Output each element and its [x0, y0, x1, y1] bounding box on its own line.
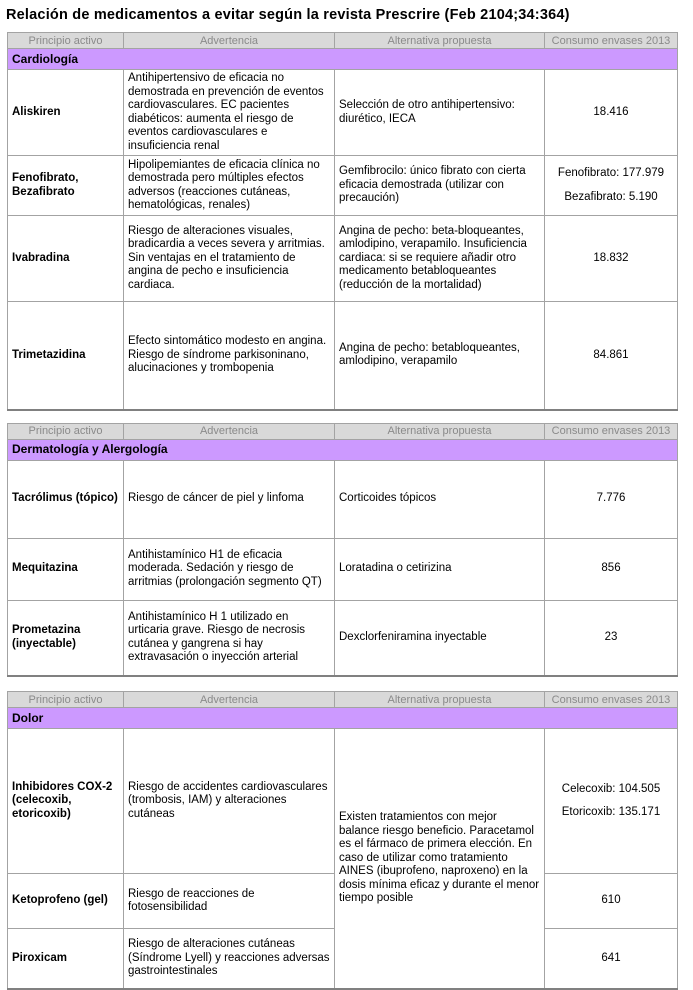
advertencia-cell: Riesgo de alteraciones cutáneas (Síndrome Lyell) y reacciones adversas gastrointestinales: [124, 929, 335, 989]
section-title-dolor: Dolor: [8, 708, 678, 729]
alternativa-cell: Angina de pecho: betabloqueantes, amlodipino, verapamilo: [335, 302, 545, 410]
table-dolor: [7, 691, 678, 990]
consumo-value: Fenofibrato: 177.979: [557, 167, 665, 179]
consumo-value: 610: [601, 894, 621, 907]
advertencia-cell: Antihistamínico H1 de eficacia moderada. Sedación y riesgo de arritmias (prolongación segmento QT): [124, 538, 335, 600]
principio-cell: Fenofibrato, Bezafibrato: [8, 156, 124, 216]
consumo-cell: [545, 302, 678, 410]
page-title: Relación de medicamentos a evitar según la revista Prescrire (Feb 2104;34:364): [6, 7, 570, 23]
table-row: [8, 70, 678, 156]
alternativa-cell: Corticoides tópicos: [335, 460, 545, 538]
column-header-advertencia: Advertencia: [124, 423, 335, 439]
consumo-value: Bezafibrato: 5.190: [564, 190, 658, 203]
consumo-value: 18.832: [593, 251, 629, 264]
consumo-cell: [545, 156, 678, 216]
principio-cell: Aliskiren: [8, 70, 124, 156]
section-band-row: [8, 439, 678, 460]
column-header-alternativa: Alternativa propuesta: [335, 692, 545, 708]
column-header-alternativa: Alternativa propuesta: [335, 33, 545, 49]
column-header-principio: Principio activo: [8, 692, 124, 708]
advertencia-cell: Riesgo de alteraciones visuales, bradicardia a veces severa y arritmias. Sin ventajas en el tratamiento de angina de pecho e insuficiencia cardiaca.: [124, 216, 335, 302]
consumo-value: Etoricoxib: 135.171: [561, 806, 661, 818]
table-row: [8, 302, 678, 410]
principio-cell: Ivabradina: [8, 216, 124, 302]
advertencia-cell: Riesgo de cáncer de piel y linfoma: [124, 460, 335, 538]
advertencia-cell: Hipolipemiantes de eficacia clínica no demostrada pero múltiples efectos adversos (reacciones cutáneas, hematológicas, renales): [124, 156, 335, 216]
advertencia-cell: Antihipertensivo de eficacia no demostrada en prevención de eventos cardiovasculares. EC pacientes diabéticos: aumenta el riesgo de eventos cardiovasculares e insuficiencia renal: [124, 70, 335, 156]
column-header-row: [8, 692, 678, 708]
column-header-consumo: Consumo envases 2013: [545, 33, 678, 49]
table-row: [8, 729, 678, 874]
section-title-cardiologia: Cardiología: [8, 49, 678, 70]
alternativa-cell: Dexclorfeniramina inyectable: [335, 600, 545, 676]
table-row: [8, 538, 678, 600]
column-header-consumo: Consumo envases 2013: [545, 692, 678, 708]
column-header-advertencia: Advertencia: [124, 692, 335, 708]
table-dermatologia: [7, 423, 678, 678]
consumo-cell: [545, 729, 678, 874]
alternativa-cell: Gemfibrocilo: único fibrato con cierta eficacia demostrada (utilizar con precaución): [335, 156, 545, 216]
section-band-row: [8, 708, 678, 729]
principio-cell: Inhibidores COX-2 (celecoxib, etoricoxib): [8, 729, 124, 874]
alternativa-cell: Selección de otro antihipertensivo: diurético, IECA: [335, 70, 545, 156]
table-row: [8, 156, 678, 216]
table-row: [8, 460, 678, 538]
consumo-cell: [545, 460, 678, 538]
consumo-cell: [545, 929, 678, 989]
advertencia-cell: Antihistamínico H 1 utilizado en urticaria grave. Riesgo de necrosis cutánea y gangrena si hay extravasación o inyección arterial: [124, 600, 335, 676]
column-header-principio: Principio activo: [8, 33, 124, 49]
column-header-advertencia: Advertencia: [124, 33, 335, 49]
alternativa-merged-cell: Existen tratamientos con mejor balance riesgo beneficio. Paracetamol es el fármaco de primera elección. En caso de utilizar como tratamiento AINES (ibuprofeno, naproxeno) en la dosis mínima eficaz y durante el menor tiempo posible: [335, 729, 545, 989]
principio-cell: Trimetazidina: [8, 302, 124, 410]
consumo-cell: [545, 600, 678, 676]
consumo-cell: [545, 538, 678, 600]
section-band-row: [8, 49, 678, 70]
principio-cell: Piroxicam: [8, 929, 124, 989]
advertencia-cell: Riesgo de accidentes cardiovasculares (trombosis, IAM) y alteraciones cutáneas: [124, 729, 335, 874]
consumo-value: 856: [601, 562, 621, 575]
principio-cell: Ketoprofeno (gel): [8, 874, 124, 929]
advertencia-cell: Efecto sintomático modesto en angina. Riesgo de síndrome parkisoninano, alucinaciones y trombopenia: [124, 302, 335, 410]
table-cardiologia: [7, 32, 678, 411]
consumo-value: 641: [601, 951, 621, 964]
consumo-value: 7.776: [596, 492, 626, 505]
table-row: [8, 600, 678, 676]
section-title-dermatologia: Dermatología y Alergología: [8, 439, 678, 460]
column-header-principio: Principio activo: [8, 423, 124, 439]
column-header-alternativa: Alternativa propuesta: [335, 423, 545, 439]
advertencia-cell: Riesgo de reacciones de fotosensibilidad: [124, 874, 335, 929]
consumo-value: 23: [604, 631, 618, 643]
consumo-cell: [545, 874, 678, 929]
column-header-row: [8, 33, 678, 49]
consumo-value: Celecoxib: 104.505: [561, 782, 661, 795]
consumo-cell: [545, 70, 678, 156]
consumo-cell: [545, 216, 678, 302]
alternativa-cell: Angina de pecho: beta-bloqueantes, amlodipino, verapamilo. Insuficiencia cardiaca: si se requiere añadir otro medicamento betabloqueantes (reducción de la mortalidad): [335, 216, 545, 302]
principio-cell: Mequitazina: [8, 538, 124, 600]
column-header-row: [8, 423, 678, 439]
consumo-value: 18.416: [593, 105, 629, 118]
alternativa-cell: Loratadina o cetirizina: [335, 538, 545, 600]
principio-cell: Tacrólimus (tópico): [8, 460, 124, 538]
principio-cell: Prometazina (inyectable): [8, 600, 124, 676]
column-header-consumo: Consumo envases 2013: [545, 423, 678, 439]
consumo-value: 84.861: [593, 348, 629, 361]
table-row: [8, 216, 678, 302]
